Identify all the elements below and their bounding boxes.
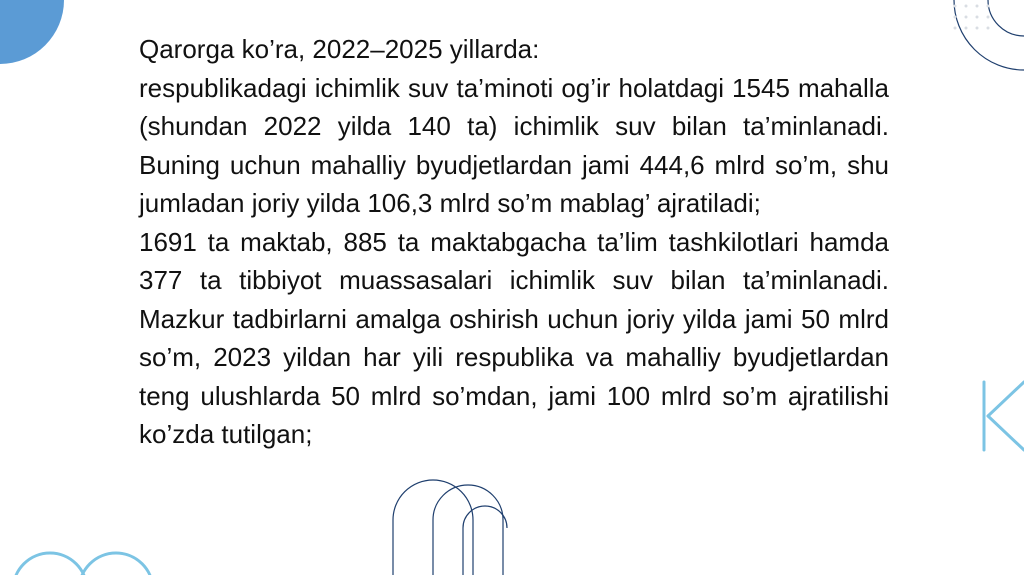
- paragraph-schools-institutions: 1691 ta maktab, 885 ta maktabgacha ta’lim tashkilotlari hamda 377 ta tibbiyot muassasalari ichimlik suv bilan ta’minlanadi. Mazkur tadbirlarni amalga oshirish uchun joriy yilda jami 50 mlrd so’m, 2023 yildan har yili respublika va mahalliy byudjetlardan teng ulushlarda 50 mlrd so’mdan, jami 100 mlrd so’m ajratilishi ko’zda tutilgan;: [139, 226, 889, 449]
- body-text: [139, 30, 889, 454]
- top-right-inner-arc: [988, 0, 1024, 36]
- bottom-left-waves: [13, 553, 153, 575]
- intro-heading: Qarorga ko’ra, 2022–2025 yillarda:: [139, 34, 540, 64]
- paragraph-water-supply-mahallas: respublikadagi ichimlik suv ta’minoti og’ir holatdagi 1545 mahalla (shundan 2022 yilda 140 ta) ichimlik suv bilan ta’minlanadi. Buning uchun mahalliy byudjetlardan jami 444,6 mlrd so’m, shu jumladan joriy yilda 106,3 mlrd so’m mablag’ ajratiladi;: [139, 72, 889, 218]
- bottom-arches: [393, 480, 507, 575]
- right-k-shape: [984, 382, 1024, 450]
- top-left-blue-circle: [0, 0, 64, 64]
